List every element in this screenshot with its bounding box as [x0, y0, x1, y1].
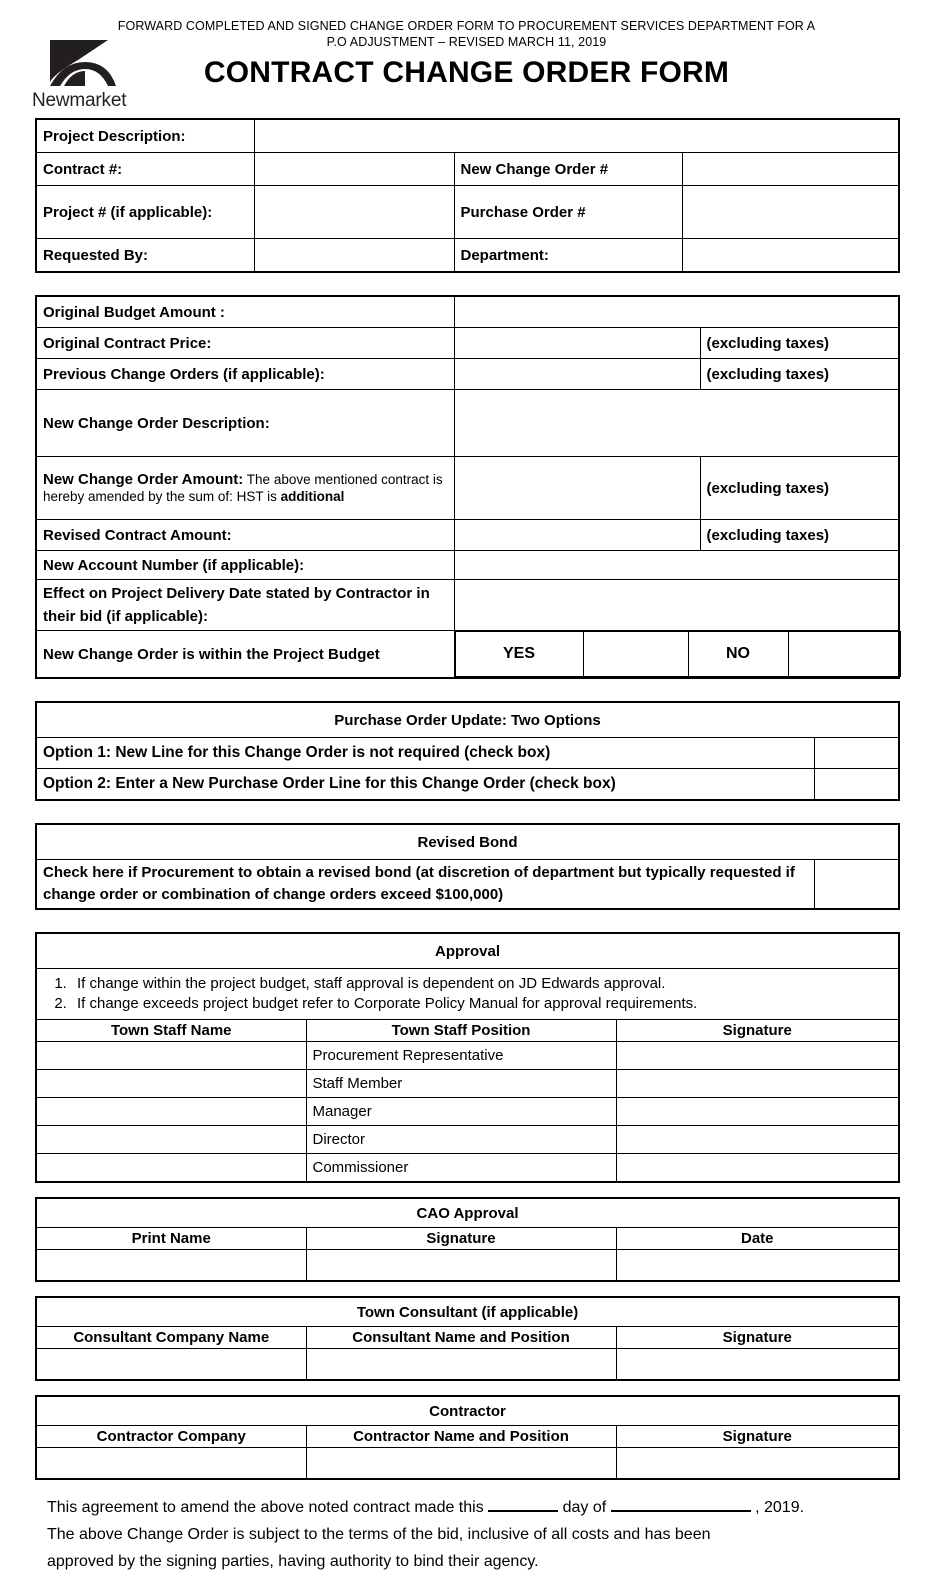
table-row — [36, 186, 899, 239]
table-row — [36, 860, 899, 910]
amounts-table — [35, 295, 900, 679]
revised-bond-checkbox[interactable] — [814, 860, 899, 910]
revised-bond-table — [35, 823, 900, 910]
new-account-number-label: New Account Number (if applicable): — [36, 551, 454, 580]
staff-signature-input[interactable] — [616, 1042, 899, 1070]
contractor-heading: Contractor — [36, 1396, 899, 1426]
agreement-line-1-part-1: This agreement to amend the above noted contract made this — [47, 1499, 484, 1516]
purchase-order-number-label: Purchase Order # — [454, 186, 682, 239]
table-row — [36, 328, 899, 359]
spacer — [35, 273, 898, 295]
table-row — [36, 1396, 899, 1426]
column-header-consultant-company-name: Consultant Company Name — [36, 1327, 306, 1349]
table-row — [36, 390, 899, 457]
consultant-name-position-input[interactable] — [306, 1349, 616, 1381]
table-row — [36, 1448, 899, 1480]
column-header-date: Date — [616, 1228, 899, 1250]
new-change-order-description-label: New Change Order Description: — [36, 390, 454, 457]
newmarket-logo — [30, 38, 140, 110]
cao-signature-input[interactable] — [306, 1250, 616, 1282]
contractor-table — [35, 1395, 900, 1480]
approval-note-item: 1. If change within the project budget, staff approval is dependent on JD Edwards approval. — [71, 974, 894, 994]
agreement-line-2: The above Change Order is subject to the terms of the bid, inclusive of all costs and has been — [47, 1526, 711, 1543]
table-row — [36, 359, 899, 390]
spacer — [35, 910, 898, 932]
town-consultant-heading: Town Consultant (if applicable) — [36, 1297, 899, 1327]
table-row — [36, 1228, 899, 1250]
project-description-input[interactable] — [254, 119, 899, 153]
staff-signature-input[interactable] — [616, 1070, 899, 1098]
column-header-signature: Signature — [616, 1020, 899, 1042]
cao-print-name-input[interactable] — [36, 1250, 306, 1282]
revised-contract-amount-label: Revised Contract Amount: — [36, 520, 454, 551]
yes-checkbox[interactable] — [583, 632, 688, 677]
spacer — [35, 1282, 898, 1296]
page-title: CONTRACT CHANGE ORDER FORM — [203, 56, 730, 89]
table-row — [36, 520, 899, 551]
effect-on-delivery-date-label: Effect on Project Delivery Date stated by Contractor in their bid (if applicable): — [36, 580, 454, 631]
agreement-footer — [35, 1494, 898, 1575]
cao-date-input[interactable] — [616, 1250, 899, 1282]
previous-change-orders-label: Previous Change Orders (if applicable): — [36, 359, 454, 390]
staff-signature-input[interactable] — [616, 1126, 899, 1154]
staff-name-input[interactable] — [36, 1042, 306, 1070]
contractor-name-position-input[interactable] — [306, 1448, 616, 1480]
department-label: Department: — [454, 239, 682, 273]
table-row — [36, 1042, 899, 1070]
table-row — [36, 824, 899, 860]
new-change-order-amount-label — [36, 457, 454, 520]
agreement-line-1-part-2: day of — [562, 1499, 607, 1516]
po-option-2-checkbox[interactable] — [814, 769, 899, 801]
staff-position-value: Staff Member — [306, 1070, 616, 1098]
staff-position-value: Commissioner — [306, 1154, 616, 1183]
new-change-order-number-input[interactable] — [682, 153, 899, 186]
agreement-line-3: approved by the signing parties, having authority to bind their agency. — [47, 1553, 539, 1570]
table-row — [36, 769, 899, 801]
po-option-2-label: Option 2: Enter a New Purchase Order Line for this Change Order (check box) — [36, 769, 814, 801]
new-change-order-amount-input[interactable] — [454, 457, 700, 520]
table-row — [36, 1126, 899, 1154]
requested-by-input[interactable] — [254, 239, 454, 273]
column-header-town-staff-name: Town Staff Name — [36, 1020, 306, 1042]
revised-contract-amount-input[interactable] — [454, 520, 700, 551]
table-row — [36, 738, 899, 769]
contract-number-label: Contract #: — [36, 153, 254, 186]
spacer — [35, 679, 898, 701]
original-contract-price-tax-note: (excluding taxes) — [700, 328, 899, 359]
month-blank-field[interactable] — [611, 1510, 751, 1512]
table-row — [36, 296, 899, 328]
new-change-order-description-input[interactable] — [454, 390, 899, 457]
consultant-company-input[interactable] — [36, 1349, 306, 1381]
table-row — [36, 153, 899, 186]
column-header-town-staff-position: Town Staff Position — [306, 1020, 616, 1042]
new-change-order-amount-tax-note: (excluding taxes) — [700, 457, 899, 520]
new-change-order-amount-note: The above mentioned contract is hereby amended by the sum of: HST is — [43, 472, 443, 504]
table-row — [36, 1070, 899, 1098]
project-info-table — [35, 118, 900, 273]
yes-label: YES — [455, 632, 583, 677]
spacer — [35, 1381, 898, 1395]
column-header-contractor-name-position: Contractor Name and Position — [306, 1426, 616, 1448]
staff-position-value: Procurement Representative — [306, 1042, 616, 1070]
agreement-line-1-part-3: , 2019. — [755, 1499, 805, 1516]
table-row — [36, 1198, 899, 1228]
previous-change-orders-input[interactable] — [454, 359, 700, 390]
spacer — [35, 1183, 898, 1197]
table-row — [36, 1020, 899, 1042]
revised-bond-heading: Revised Bond — [36, 824, 899, 860]
no-label: NO — [688, 632, 788, 677]
column-header-contractor-company: Contractor Company — [36, 1426, 306, 1448]
header-note-line-2: P.O ADJUSTMENT – REVISED MARCH 11, 2019 — [326, 35, 607, 49]
staff-position-value: Director — [306, 1126, 616, 1154]
effect-on-delivery-date-input[interactable] — [454, 580, 899, 631]
consultant-signature-input[interactable] — [616, 1349, 899, 1381]
table-row — [36, 1154, 899, 1183]
contractor-signature-input[interactable] — [616, 1448, 899, 1480]
no-checkbox[interactable] — [788, 632, 900, 677]
approval-notes — [36, 969, 899, 1020]
table-row — [36, 1327, 899, 1349]
page-header — [32, 0, 898, 118]
new-account-number-input[interactable] — [454, 551, 899, 580]
revised-bond-text: Check here if Procurement to obtain a revised bond (at discretion of department but typically requested if change order or combination of change orders exceed $100,000) — [36, 860, 814, 910]
header-note-line-1: FORWARD COMPLETED AND SIGNED CHANGE ORDER FORM TO PROCUREMENT SERVICES DEPARTMENT FOR A — [117, 19, 816, 33]
agreement-line-1 — [47, 1494, 898, 1521]
table-row — [36, 702, 899, 738]
project-description-label: Project Description: — [36, 119, 254, 153]
requested-by-label: Requested By: — [36, 239, 254, 273]
po-option-1-label: Option 1: New Line for this Change Order is not required (check box) — [36, 738, 814, 769]
table-row — [36, 969, 899, 1020]
po-option-1-checkbox[interactable] — [814, 738, 899, 769]
original-budget-input[interactable] — [454, 296, 899, 328]
table-row — [36, 1250, 899, 1282]
original-contract-price-label: Original Contract Price: — [36, 328, 454, 359]
svg-text:Newmarket: Newmarket — [32, 90, 127, 110]
table-row — [36, 551, 899, 580]
column-header-consultant-name-position: Consultant Name and Position — [306, 1327, 616, 1349]
staff-name-input[interactable] — [36, 1126, 306, 1154]
town-consultant-table — [35, 1296, 900, 1381]
column-header-print-name: Print Name — [36, 1228, 306, 1250]
project-number-input[interactable] — [254, 186, 454, 239]
cao-approval-heading: CAO Approval — [36, 1198, 899, 1228]
within-project-budget-label: New Change Order is within the Project Budget — [36, 631, 454, 679]
purchase-order-update-heading: Purchase Order Update: Two Options — [36, 702, 899, 738]
column-header-signature: Signature — [616, 1426, 899, 1448]
table-row — [36, 1297, 899, 1327]
contract-number-input[interactable] — [254, 153, 454, 186]
table-row — [36, 631, 899, 679]
original-budget-label: Original Budget Amount : — [36, 296, 454, 328]
table-row — [36, 239, 899, 273]
staff-name-input[interactable] — [36, 1154, 306, 1183]
new-change-order-amount-note-bold: additional — [280, 489, 345, 504]
purchase-order-update-table — [35, 701, 900, 801]
table-row — [36, 1098, 899, 1126]
original-contract-price-input[interactable] — [454, 328, 700, 359]
table-row — [36, 933, 899, 969]
table-row — [36, 457, 899, 520]
column-header-signature: Signature — [306, 1228, 616, 1250]
approval-note-item: 2. If change exceeds project budget refer to Corporate Policy Manual for approval requirements. — [71, 994, 894, 1014]
staff-name-input[interactable] — [36, 1070, 306, 1098]
table-row — [36, 580, 899, 631]
staff-signature-input[interactable] — [616, 1154, 899, 1183]
table-row — [36, 1426, 899, 1448]
contractor-company-input[interactable] — [36, 1448, 306, 1480]
spacer — [35, 801, 898, 823]
cao-approval-table — [35, 1197, 900, 1282]
department-input[interactable] — [682, 239, 899, 273]
new-change-order-number-label: New Change Order # — [454, 153, 682, 186]
project-number-label: Project # (if applicable): — [36, 186, 254, 239]
column-header-signature: Signature — [616, 1327, 899, 1349]
revised-contract-amount-tax-note: (excluding taxes) — [700, 520, 899, 551]
approval-heading: Approval — [36, 933, 899, 969]
table-row — [36, 119, 899, 153]
staff-signature-input[interactable] — [616, 1098, 899, 1126]
previous-change-orders-tax-note: (excluding taxes) — [700, 359, 899, 390]
staff-name-input[interactable] — [36, 1098, 306, 1126]
new-change-order-amount-title: New Change Order Amount: — [43, 471, 244, 488]
purchase-order-number-input[interactable] — [682, 186, 899, 239]
day-blank-field[interactable] — [488, 1510, 558, 1512]
table-row — [36, 1349, 899, 1381]
staff-position-value: Manager — [306, 1098, 616, 1126]
approval-table — [35, 932, 900, 1183]
